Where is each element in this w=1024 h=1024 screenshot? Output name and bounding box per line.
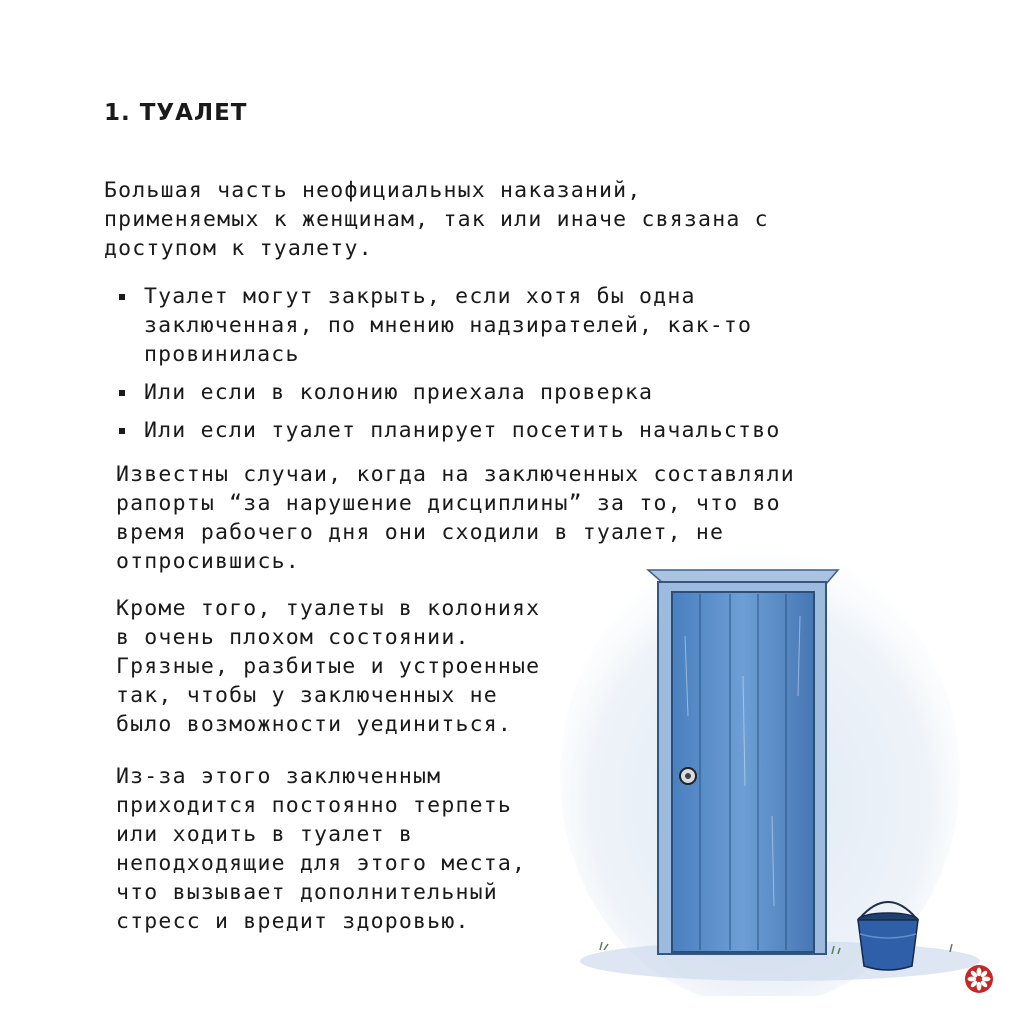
- consequence-paragraph: Из-за этого заключенным приходится постоянно терпеть или ходить в туалет в неподходящие для этого места, что вызывает дополнительный стресс и вредит здоровью.: [116, 764, 527, 934]
- bullet-text: Или если в колонию приехала проверка: [144, 380, 654, 405]
- bullet-list: [116, 282, 856, 454]
- bullet-text: Туалет могут закрыть, если хотя бы одна заключенная, по мнению надзирателей, как-то провинилась: [144, 284, 753, 367]
- door-illustration: [560, 556, 980, 996]
- bullet-item: [116, 378, 856, 407]
- cases-paragraph: Известны случаи, когда на заключенных составляли рапорты “за нарушение дисциплины” за то, что во время рабочего дня они сходили в туалет, не отпросившись.: [116, 462, 795, 574]
- bullet-marker: [119, 390, 125, 396]
- intro-paragraph: Большая часть неофициальных наказаний, применяемых к женщинам, так или иначе связана с доступом к туалету.: [104, 178, 769, 261]
- condition-paragraph: Кроме того, туалеты в колониях в очень плохом состоянии. Грязные, разбитые и устроенные так, чтобы у заключенных не было возможности уединиться.: [116, 596, 541, 737]
- bullet-marker: [119, 294, 125, 300]
- bullet-marker: [119, 428, 125, 434]
- bullet-item: [116, 416, 856, 445]
- page-title: 1. ТУАЛЕТ: [104, 100, 248, 126]
- bullet-item: [116, 282, 856, 369]
- bullet-text: Или если туалет планирует посетить начальство: [144, 418, 781, 443]
- flower-badge-icon: [964, 964, 994, 994]
